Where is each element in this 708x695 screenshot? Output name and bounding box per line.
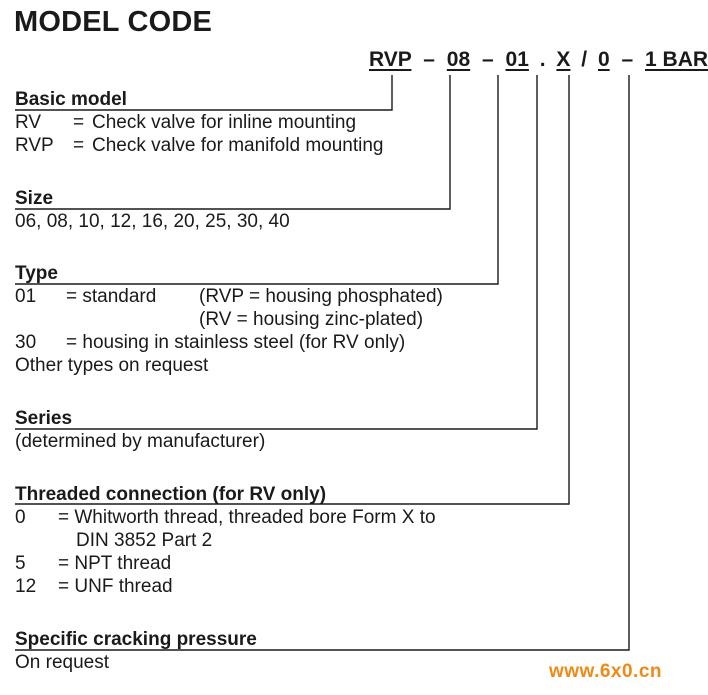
section-basic-model <box>15 89 384 157</box>
code-series: X <box>556 48 571 71</box>
code-separator: – <box>482 48 494 71</box>
item-text: = NPT thread <box>58 553 172 574</box>
list-item <box>15 331 406 354</box>
section-cracking-pressure <box>15 629 257 674</box>
list-item <box>15 506 436 529</box>
code-separator: / <box>581 48 588 71</box>
watermark: www.6x0.cn <box>548 661 662 682</box>
item-code: 0 <box>15 507 26 528</box>
item-text: DIN 3852 Part 2 <box>76 530 213 551</box>
item-code: 01 <box>15 286 37 307</box>
section-size <box>15 188 290 233</box>
list-item <box>15 575 326 598</box>
size-values: 06, 08, 10, 12, 16, 20, 25, 30, 40 <box>15 211 290 232</box>
code-basic-model: RVP <box>369 48 412 71</box>
section-heading: Type <box>15 263 58 284</box>
page-title: MODEL CODE <box>14 6 213 38</box>
code-separator: . <box>539 48 546 71</box>
item-text: Check valve for manifold mounting <box>92 135 384 156</box>
type-other: Other types on request <box>15 355 209 376</box>
section-series <box>15 408 265 453</box>
item-code: 5 <box>15 553 26 574</box>
item-eq: = <box>73 135 85 156</box>
item-code: 30 <box>15 332 37 353</box>
code-separator: – <box>621 48 634 71</box>
code-pressure: 1 BAR <box>645 48 708 71</box>
item-code: RVP <box>15 135 54 156</box>
item-code: 12 <box>15 576 37 597</box>
code-size: 08 <box>446 48 471 71</box>
section-heading: Basic model <box>15 89 127 110</box>
section-threaded-connection <box>15 484 436 598</box>
item-text: = Whitworth thread, threaded bore Form X to <box>58 507 436 528</box>
pressure-text: On request <box>15 652 109 673</box>
list-item <box>15 134 384 157</box>
section-heading: Threaded connection (for RV only) <box>15 484 327 505</box>
section-heading: Specific cracking pressure <box>15 629 257 650</box>
section-type <box>15 263 443 377</box>
code-separator: – <box>423 48 435 71</box>
code-type: 01 <box>505 48 529 71</box>
item-note: (RV = housing zinc-plated) <box>199 309 424 330</box>
section-heading: Series <box>15 408 73 429</box>
item-text: = UNF thread <box>58 576 173 597</box>
list-item <box>15 285 443 308</box>
item-note: (RVP = housing phosphated) <box>199 286 443 307</box>
list-item <box>15 529 326 552</box>
item-text: = standard <box>66 286 157 307</box>
section-heading: Size <box>15 188 54 209</box>
list-item <box>15 111 357 134</box>
item-text: Check valve for inline mounting <box>92 112 357 133</box>
list-item <box>15 552 326 575</box>
item-code: RV <box>15 112 42 133</box>
code-thread: 0 <box>597 48 610 71</box>
list-item <box>15 308 424 331</box>
series-text: (determined by manufacturer) <box>15 431 266 452</box>
item-text: = housing in stainless steel (for RV only) <box>66 332 406 353</box>
item-eq: = <box>73 112 85 133</box>
